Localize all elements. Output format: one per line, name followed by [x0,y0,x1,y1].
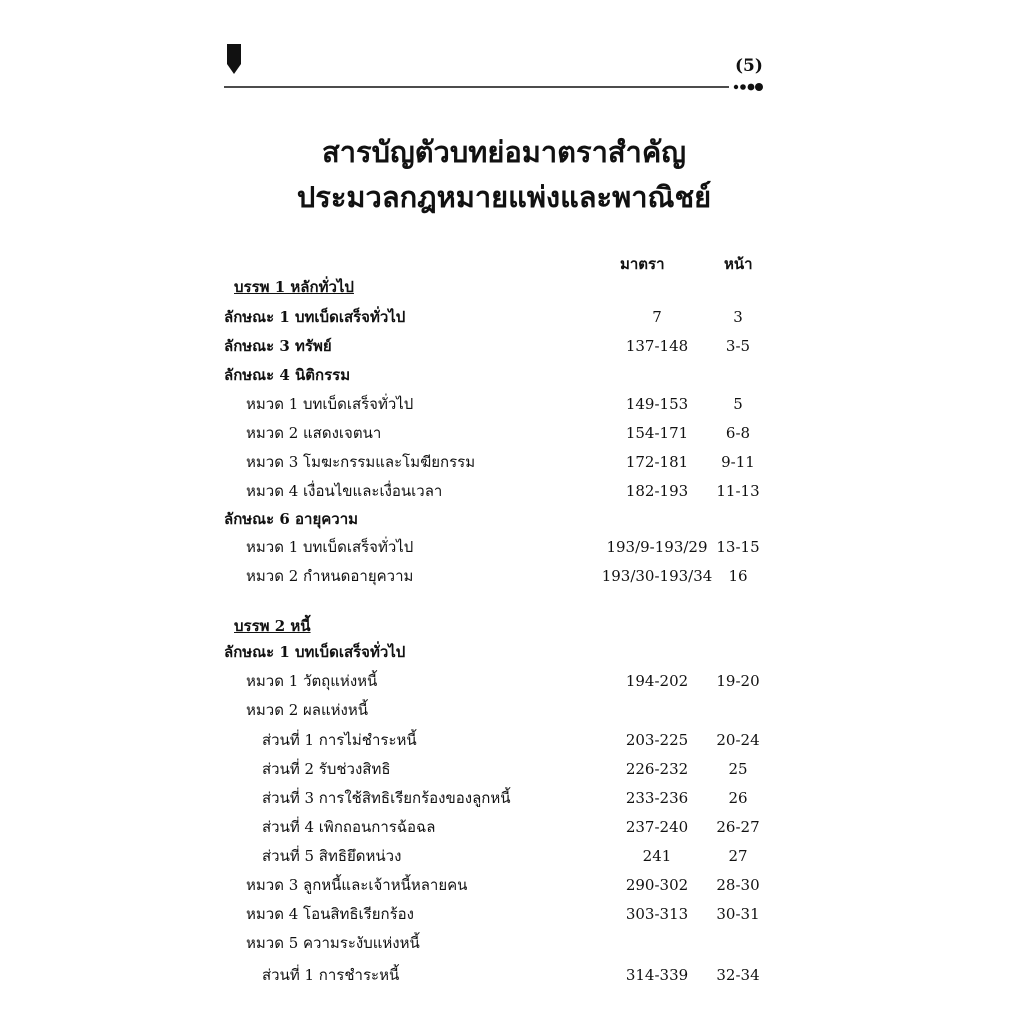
toc-row [0,871,1024,900]
toc-entry-page: 28-30 [716,876,760,894]
toc-row [0,562,1024,591]
toc-row [0,961,1024,990]
toc-entry-page: 27 [728,847,748,865]
toc-entry-section: 241 [642,847,672,865]
toc-row [0,696,1024,725]
toc-row [0,332,1024,361]
page-number: (5) [735,56,763,76]
toc-entry-page: 20-24 [716,731,760,749]
toc-entry-label: บรรพ 2 หนี้ [234,617,311,635]
toc-entry-label: ลักษณะ 4 นิติกรรม [224,366,351,384]
toc-row [0,390,1024,419]
header-shield-icon [226,44,242,74]
toc-entry-label: หมวด 4 เงื่อนไขและเงื่อนเวลา [246,482,443,500]
toc-entry-page: 32-34 [716,966,760,984]
toc-row [0,813,1024,842]
toc-entry-page: 13-15 [716,538,760,556]
toc-entry-label: ลักษณะ 1 บทเบ็ดเสร็จทั่วไป [224,643,406,661]
toc-entry-page: 26 [728,789,748,807]
toc-entry-section: 226-232 [625,760,689,778]
toc-row [0,361,1024,390]
toc-row [0,477,1024,506]
toc-entry-label: ส่วนที่ 4 เพิกถอนการฉ้อฉล [262,818,436,836]
toc-entry-section: 149-153 [625,395,689,413]
toc-entry-section: 193/9-193/29 [606,538,708,556]
toc-row [0,303,1024,332]
toc-row [0,784,1024,813]
toc-entry-label: หมวด 1 วัตถุแห่งหนี้ [246,672,378,690]
toc-entry-section: 182-193 [625,482,689,500]
title-line-1: สารบัญตัวบทย่อมาตราสำคัญ [322,135,686,169]
toc-entry-label: หมวด 3 ลูกหนี้และเจ้าหนี้หลายคน [246,876,468,894]
toc-entry-label: หมวด 5 ความระงับแห่งหนี้ [246,934,420,952]
toc-entry-section: 303-313 [625,905,689,923]
toc-entry-label: หมวด 2 ผลแห่งหนี้ [246,701,369,719]
toc-entry-page: 5 [733,395,743,413]
toc-entry-label: ส่วนที่ 1 การไม่ชำระหนี้ [262,731,417,749]
toc-entry-section: 237-240 [625,818,689,836]
toc-row [0,929,1024,958]
toc-entry-page: 16 [728,567,748,585]
toc-row [0,900,1024,929]
toc-entry-page: 3-5 [725,337,751,355]
title-line-2: ประมวลกฎหมายแพ่งและพาณิชย์ [296,180,712,214]
toc-entry-label: ส่วนที่ 1 การชำระหนี้ [262,966,400,984]
toc-entry-label: หมวด 1 บทเบ็ดเสร็จทั่วไป [246,538,414,556]
toc-entry-section: 193/30-193/34 [601,567,713,585]
toc-entry-section: 314-339 [625,966,689,984]
toc-entry-label: ลักษณะ 3 ทรัพย์ [224,337,332,355]
toc-entry-section: 154-171 [625,424,689,442]
toc-entry-label: ลักษณะ 6 อายุความ [224,510,359,528]
toc-entry-label: บรรพ 1 หลักทั่วไป [234,278,354,296]
column-header-page: หน้า [724,255,753,273]
toc-entry-page: 19-20 [716,672,760,690]
toc-entry-page: 9-11 [721,453,755,471]
toc-row [0,448,1024,477]
toc-row [0,533,1024,562]
toc-entry-label: ส่วนที่ 3 การใช้สิทธิเรียกร้องของลูกหนี้ [262,789,511,807]
toc-entry-page: 3 [733,308,743,326]
toc-entry-section: 7 [652,308,662,326]
toc-entry-label: ลักษณะ 1 บทเบ็ดเสร็จทั่วไป [224,308,406,326]
toc-entry-label: หมวด 4 โอนสิทธิเรียกร้อง [246,905,414,923]
toc-entry-label: หมวด 2 แสดงเจตนา [246,424,382,442]
toc-entry-label: ส่วนที่ 5 สิทธิยึดหน่วง [262,847,402,865]
toc-entry-label: หมวด 3 โมฆะกรรมและโมฆียกรรม [246,453,476,471]
toc-entry-section: 233-236 [625,789,689,807]
toc-entry-label: หมวด 1 บทเบ็ดเสร็จทั่วไป [246,395,414,413]
toc-row [0,419,1024,448]
toc-row [0,638,1024,667]
toc-entry-page: 6-8 [725,424,751,442]
toc-row [0,273,1024,302]
toc-entry-label: ส่วนที่ 2 รับช่วงสิทธิ [262,760,391,778]
toc-entry-label: หมวด 2 กำหนดอายุความ [246,567,414,585]
toc-entry-section: 290-302 [625,876,689,894]
toc-entry-page: 25 [728,760,748,778]
toc-row [0,842,1024,871]
toc-entry-page: 26-27 [716,818,760,836]
toc-row [0,667,1024,696]
toc-entry-section: 137-148 [625,337,689,355]
toc-row [0,755,1024,784]
toc-row [0,726,1024,755]
header-rule-ornament [224,78,764,96]
toc-entry-page: 30-31 [716,905,760,923]
toc-entry-page: 11-13 [716,482,760,500]
toc-row [0,505,1024,534]
toc-entry-section: 194-202 [625,672,689,690]
toc-entry-section: 172-181 [625,453,689,471]
toc-entry-section: 203-225 [625,731,689,749]
column-header-section: มาตรา [620,255,665,273]
toc-row [0,612,1024,641]
